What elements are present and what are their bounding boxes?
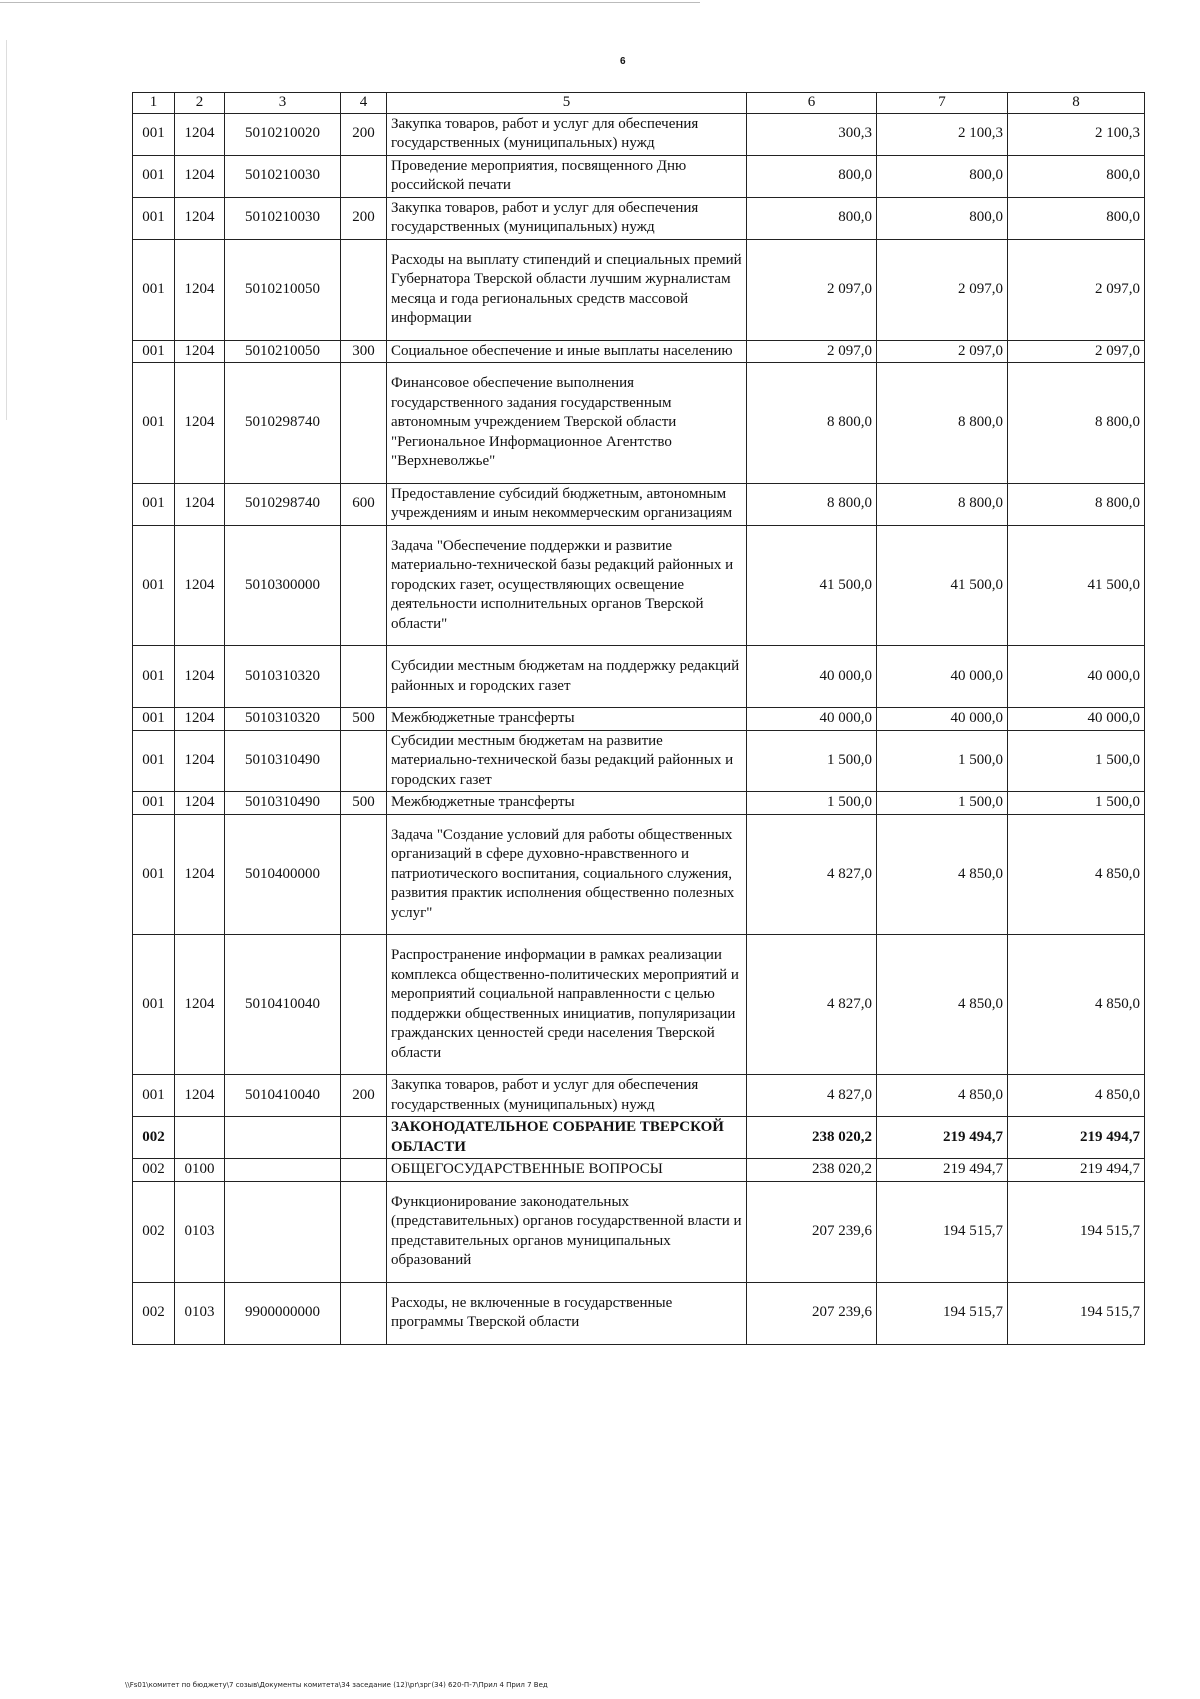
- table-row: [133, 239, 1145, 340]
- cell-expense-type: [341, 814, 387, 935]
- cell-name: Субсидии местным бюджетам на развитие материально-технической базы редакций районных и городских газет: [387, 730, 747, 792]
- cell-amount-col6: 4 827,0: [747, 935, 877, 1075]
- cell-ministry-code: 001: [133, 113, 175, 155]
- cell-section-code: 1204: [175, 646, 225, 708]
- header-col-6: 6: [747, 93, 877, 114]
- cell-amount-col7: 800,0: [877, 155, 1008, 197]
- cell-section-code: 1204: [175, 730, 225, 792]
- cell-ministry-code: 001: [133, 935, 175, 1075]
- cell-name: Финансовое обеспечение выполнения государственного задания государственным автономным учреждением Тверской области "Региональное Информационное Агентство "Верхневолжье": [387, 363, 747, 484]
- table-row: [133, 1075, 1145, 1117]
- cell-amount-col6: 8 800,0: [747, 483, 877, 525]
- cell-ministry-code: 001: [133, 340, 175, 363]
- header-col-8: 8: [1008, 93, 1145, 114]
- cell-amount-col8: 2 097,0: [1008, 340, 1145, 363]
- cell-ministry-code: 001: [133, 1075, 175, 1117]
- cell-ministry-code: 001: [133, 483, 175, 525]
- cell-ministry-code: 002: [133, 1282, 175, 1344]
- cell-amount-col6: 800,0: [747, 155, 877, 197]
- cell-section-code: 0100: [175, 1159, 225, 1182]
- cell-amount-col8: 40 000,0: [1008, 646, 1145, 708]
- cell-section-code: 1204: [175, 155, 225, 197]
- cell-amount-col7: 2 097,0: [877, 340, 1008, 363]
- cell-amount-col7: 40 000,0: [877, 646, 1008, 708]
- cell-section-code: 1204: [175, 197, 225, 239]
- cell-amount-col6: 4 827,0: [747, 1075, 877, 1117]
- cell-target-article: 5010210030: [225, 197, 341, 239]
- cell-ministry-code: 001: [133, 197, 175, 239]
- cell-target-article: 9900000000: [225, 1282, 341, 1344]
- cell-name: ЗАКОНОДАТЕЛЬНОЕ СОБРАНИЕ ТВЕРСКОЙ ОБЛАСТИ: [387, 1117, 747, 1159]
- cell-name: Распространение информации в рамках реализации комплекса общественно-политических мероприятий и мероприятий социальной направленности с целью поддержки общественных инициатив, популяризации гражданских ценностей среди населения Тверской области: [387, 935, 747, 1075]
- cell-name: Расходы, не включенные в государственные программы Тверской области: [387, 1282, 747, 1344]
- cell-expense-type: [341, 155, 387, 197]
- cell-name: Функционирование законодательных (представительных) органов государственной власти и представительных органов муниципальных образований: [387, 1181, 747, 1282]
- table-row: [133, 814, 1145, 935]
- cell-amount-col7: 194 515,7: [877, 1282, 1008, 1344]
- cell-name: Задача "Обеспечение поддержки и развитие материально-технической базы редакций районных и городских газет, осуществляющих освещение деятельности исполнительных органов Тверской области": [387, 525, 747, 646]
- cell-amount-col7: 800,0: [877, 197, 1008, 239]
- header-col-5: 5: [387, 93, 747, 114]
- cell-expense-type: 200: [341, 113, 387, 155]
- cell-amount-col8: 4 850,0: [1008, 814, 1145, 935]
- cell-amount-col8: 1 500,0: [1008, 730, 1145, 792]
- cell-expense-type: [341, 363, 387, 484]
- cell-section-code: 1204: [175, 814, 225, 935]
- cell-name: Проведение мероприятия, посвященного Дню российской печати: [387, 155, 747, 197]
- cell-expense-type: 200: [341, 1075, 387, 1117]
- cell-section-code: 1204: [175, 792, 225, 815]
- cell-amount-col8: 800,0: [1008, 155, 1145, 197]
- cell-section-code: 1204: [175, 340, 225, 363]
- cell-ministry-code: 001: [133, 155, 175, 197]
- cell-ministry-code: 002: [133, 1181, 175, 1282]
- cell-name: Межбюджетные трансферты: [387, 792, 747, 815]
- cell-name: Межбюджетные трансферты: [387, 708, 747, 731]
- cell-amount-col7: 8 800,0: [877, 363, 1008, 484]
- cell-expense-type: [341, 935, 387, 1075]
- cell-target-article: 5010298740: [225, 363, 341, 484]
- cell-name: Предоставление субсидий бюджетным, автономным учреждениям и иным некоммерческим организациям: [387, 483, 747, 525]
- cell-amount-col7: 2 100,3: [877, 113, 1008, 155]
- table-row: [133, 1282, 1145, 1344]
- cell-name: Закупка товаров, работ и услуг для обеспечения государственных (муниципальных) нужд: [387, 1075, 747, 1117]
- cell-amount-col6: 40 000,0: [747, 708, 877, 731]
- cell-target-article: 5010400000: [225, 814, 341, 935]
- cell-name: Социальное обеспечение и иные выплаты населению: [387, 340, 747, 363]
- cell-target-article: [225, 1181, 341, 1282]
- table-body: [133, 113, 1145, 1344]
- cell-amount-col8: 194 515,7: [1008, 1181, 1145, 1282]
- cell-section-code: 1204: [175, 1075, 225, 1117]
- cell-amount-col7: 4 850,0: [877, 935, 1008, 1075]
- cell-ministry-code: 001: [133, 730, 175, 792]
- cell-target-article: 5010310320: [225, 646, 341, 708]
- cell-section-code: 1204: [175, 113, 225, 155]
- cell-target-article: [225, 1159, 341, 1182]
- cell-amount-col7: 41 500,0: [877, 525, 1008, 646]
- footer-file-path: \\Fs01\комитет по бюджету\7 созыв\Документы комитета\34 заседание (12)\pr\зрг(34) 620-П-7\Прил 4 Прил 7 Вед: [125, 1681, 548, 1689]
- cell-amount-col7: 1 500,0: [877, 730, 1008, 792]
- cell-amount-col8: 41 500,0: [1008, 525, 1145, 646]
- table-row: [133, 363, 1145, 484]
- cell-amount-col6: 207 239,6: [747, 1282, 877, 1344]
- cell-target-article: 5010210050: [225, 340, 341, 363]
- cell-ministry-code: 001: [133, 525, 175, 646]
- cell-name: Расходы на выплату стипендий и специальных премий Губернатора Тверской области лучшим журналистам месяца и года региональных средств массовой информации: [387, 239, 747, 340]
- cell-expense-type: [341, 1181, 387, 1282]
- cell-amount-col6: 8 800,0: [747, 363, 877, 484]
- cell-target-article: 5010310490: [225, 730, 341, 792]
- header-col-1: 1: [133, 93, 175, 114]
- cell-target-article: 5010410040: [225, 935, 341, 1075]
- cell-ministry-code: 001: [133, 814, 175, 935]
- cell-amount-col8: 219 494,7: [1008, 1159, 1145, 1182]
- cell-amount-col6: 800,0: [747, 197, 877, 239]
- cell-section-code: 1204: [175, 935, 225, 1075]
- cell-amount-col7: 4 850,0: [877, 1075, 1008, 1117]
- cell-expense-type: 500: [341, 792, 387, 815]
- table-row: [133, 483, 1145, 525]
- cell-section-code: 1204: [175, 525, 225, 646]
- cell-ministry-code: 002: [133, 1159, 175, 1182]
- cell-section-code: 1204: [175, 363, 225, 484]
- cell-name: Субсидии местным бюджетам на поддержку редакций районных и городских газет: [387, 646, 747, 708]
- header-col-7: 7: [877, 93, 1008, 114]
- table-row: [133, 1181, 1145, 1282]
- cell-section-code: 1204: [175, 483, 225, 525]
- header-col-2: 2: [175, 93, 225, 114]
- cell-amount-col6: 1 500,0: [747, 792, 877, 815]
- table-row: [133, 340, 1145, 363]
- cell-expense-type: [341, 1282, 387, 1344]
- table-row: [133, 113, 1145, 155]
- cell-expense-type: [341, 646, 387, 708]
- cell-target-article: [225, 1117, 341, 1159]
- table-row: [133, 792, 1145, 815]
- cell-ministry-code: 001: [133, 363, 175, 484]
- cell-amount-col7: 194 515,7: [877, 1181, 1008, 1282]
- cell-amount-col8: 194 515,7: [1008, 1282, 1145, 1344]
- cell-amount-col8: 8 800,0: [1008, 363, 1145, 484]
- table-row: [133, 525, 1145, 646]
- budget-table: [132, 92, 1145, 1345]
- cell-amount-col6: 238 020,2: [747, 1117, 877, 1159]
- cell-target-article: 5010210020: [225, 113, 341, 155]
- cell-expense-type: [341, 1117, 387, 1159]
- cell-amount-col8: 1 500,0: [1008, 792, 1145, 815]
- cell-target-article: 5010210050: [225, 239, 341, 340]
- cell-amount-col6: 2 097,0: [747, 239, 877, 340]
- cell-target-article: 5010210030: [225, 155, 341, 197]
- cell-amount-col6: 1 500,0: [747, 730, 877, 792]
- cell-amount-col8: 8 800,0: [1008, 483, 1145, 525]
- cell-target-article: 5010310490: [225, 792, 341, 815]
- cell-amount-col8: 219 494,7: [1008, 1117, 1145, 1159]
- table-row: [133, 197, 1145, 239]
- cell-ministry-code: 002: [133, 1117, 175, 1159]
- cell-target-article: 5010310320: [225, 708, 341, 731]
- cell-amount-col7: 1 500,0: [877, 792, 1008, 815]
- cell-amount-col6: 40 000,0: [747, 646, 877, 708]
- cell-amount-col8: 800,0: [1008, 197, 1145, 239]
- table-row: [133, 1159, 1145, 1182]
- table-row: [133, 1117, 1145, 1159]
- cell-amount-col8: 4 850,0: [1008, 1075, 1145, 1117]
- scan-artifact-edge: [6, 40, 7, 420]
- cell-section-code: 1204: [175, 239, 225, 340]
- cell-expense-type: [341, 730, 387, 792]
- cell-amount-col8: 4 850,0: [1008, 935, 1145, 1075]
- cell-expense-type: [341, 525, 387, 646]
- cell-expense-type: [341, 1159, 387, 1182]
- cell-section-code: 0103: [175, 1282, 225, 1344]
- header-col-3: 3: [225, 93, 341, 114]
- cell-expense-type: [341, 239, 387, 340]
- cell-amount-col6: 300,3: [747, 113, 877, 155]
- cell-amount-col6: 41 500,0: [747, 525, 877, 646]
- cell-expense-type: 500: [341, 708, 387, 731]
- cell-amount-col8: 2 100,3: [1008, 113, 1145, 155]
- cell-amount-col8: 40 000,0: [1008, 708, 1145, 731]
- cell-amount-col6: 4 827,0: [747, 814, 877, 935]
- cell-expense-type: 200: [341, 197, 387, 239]
- header-row: [133, 93, 1145, 114]
- cell-ministry-code: 001: [133, 708, 175, 731]
- cell-ministry-code: 001: [133, 239, 175, 340]
- cell-amount-col6: 238 020,2: [747, 1159, 877, 1182]
- cell-name: Задача "Создание условий для работы общественных организаций в сфере духовно-нравственного и патриотического воспитания, социального служения, развития практик исполнения общественно полезных услуг": [387, 814, 747, 935]
- table-row: [133, 935, 1145, 1075]
- cell-amount-col6: 2 097,0: [747, 340, 877, 363]
- page-number: 6: [620, 56, 626, 67]
- cell-name: Закупка товаров, работ и услуг для обеспечения государственных (муниципальных) нужд: [387, 197, 747, 239]
- cell-name: ОБЩЕГОСУДАРСТВЕННЫЕ ВОПРОСЫ: [387, 1159, 747, 1182]
- cell-expense-type: 300: [341, 340, 387, 363]
- table-row: [133, 730, 1145, 792]
- cell-ministry-code: 001: [133, 792, 175, 815]
- cell-section-code: [175, 1117, 225, 1159]
- cell-ministry-code: 001: [133, 646, 175, 708]
- cell-amount-col7: 219 494,7: [877, 1117, 1008, 1159]
- cell-amount-col7: 219 494,7: [877, 1159, 1008, 1182]
- header-col-4: 4: [341, 93, 387, 114]
- cell-expense-type: 600: [341, 483, 387, 525]
- table-row: [133, 708, 1145, 731]
- cell-amount-col8: 2 097,0: [1008, 239, 1145, 340]
- cell-section-code: 1204: [175, 708, 225, 731]
- cell-amount-col6: 207 239,6: [747, 1181, 877, 1282]
- cell-target-article: 5010300000: [225, 525, 341, 646]
- cell-section-code: 0103: [175, 1181, 225, 1282]
- cell-target-article: 5010410040: [225, 1075, 341, 1117]
- cell-name: Закупка товаров, работ и услуг для обеспечения государственных (муниципальных) нужд: [387, 113, 747, 155]
- table-row: [133, 646, 1145, 708]
- scan-artifact-line: [0, 2, 700, 3]
- cell-amount-col7: 40 000,0: [877, 708, 1008, 731]
- cell-target-article: 5010298740: [225, 483, 341, 525]
- table-row: [133, 155, 1145, 197]
- cell-amount-col7: 4 850,0: [877, 814, 1008, 935]
- cell-amount-col7: 8 800,0: [877, 483, 1008, 525]
- cell-amount-col7: 2 097,0: [877, 239, 1008, 340]
